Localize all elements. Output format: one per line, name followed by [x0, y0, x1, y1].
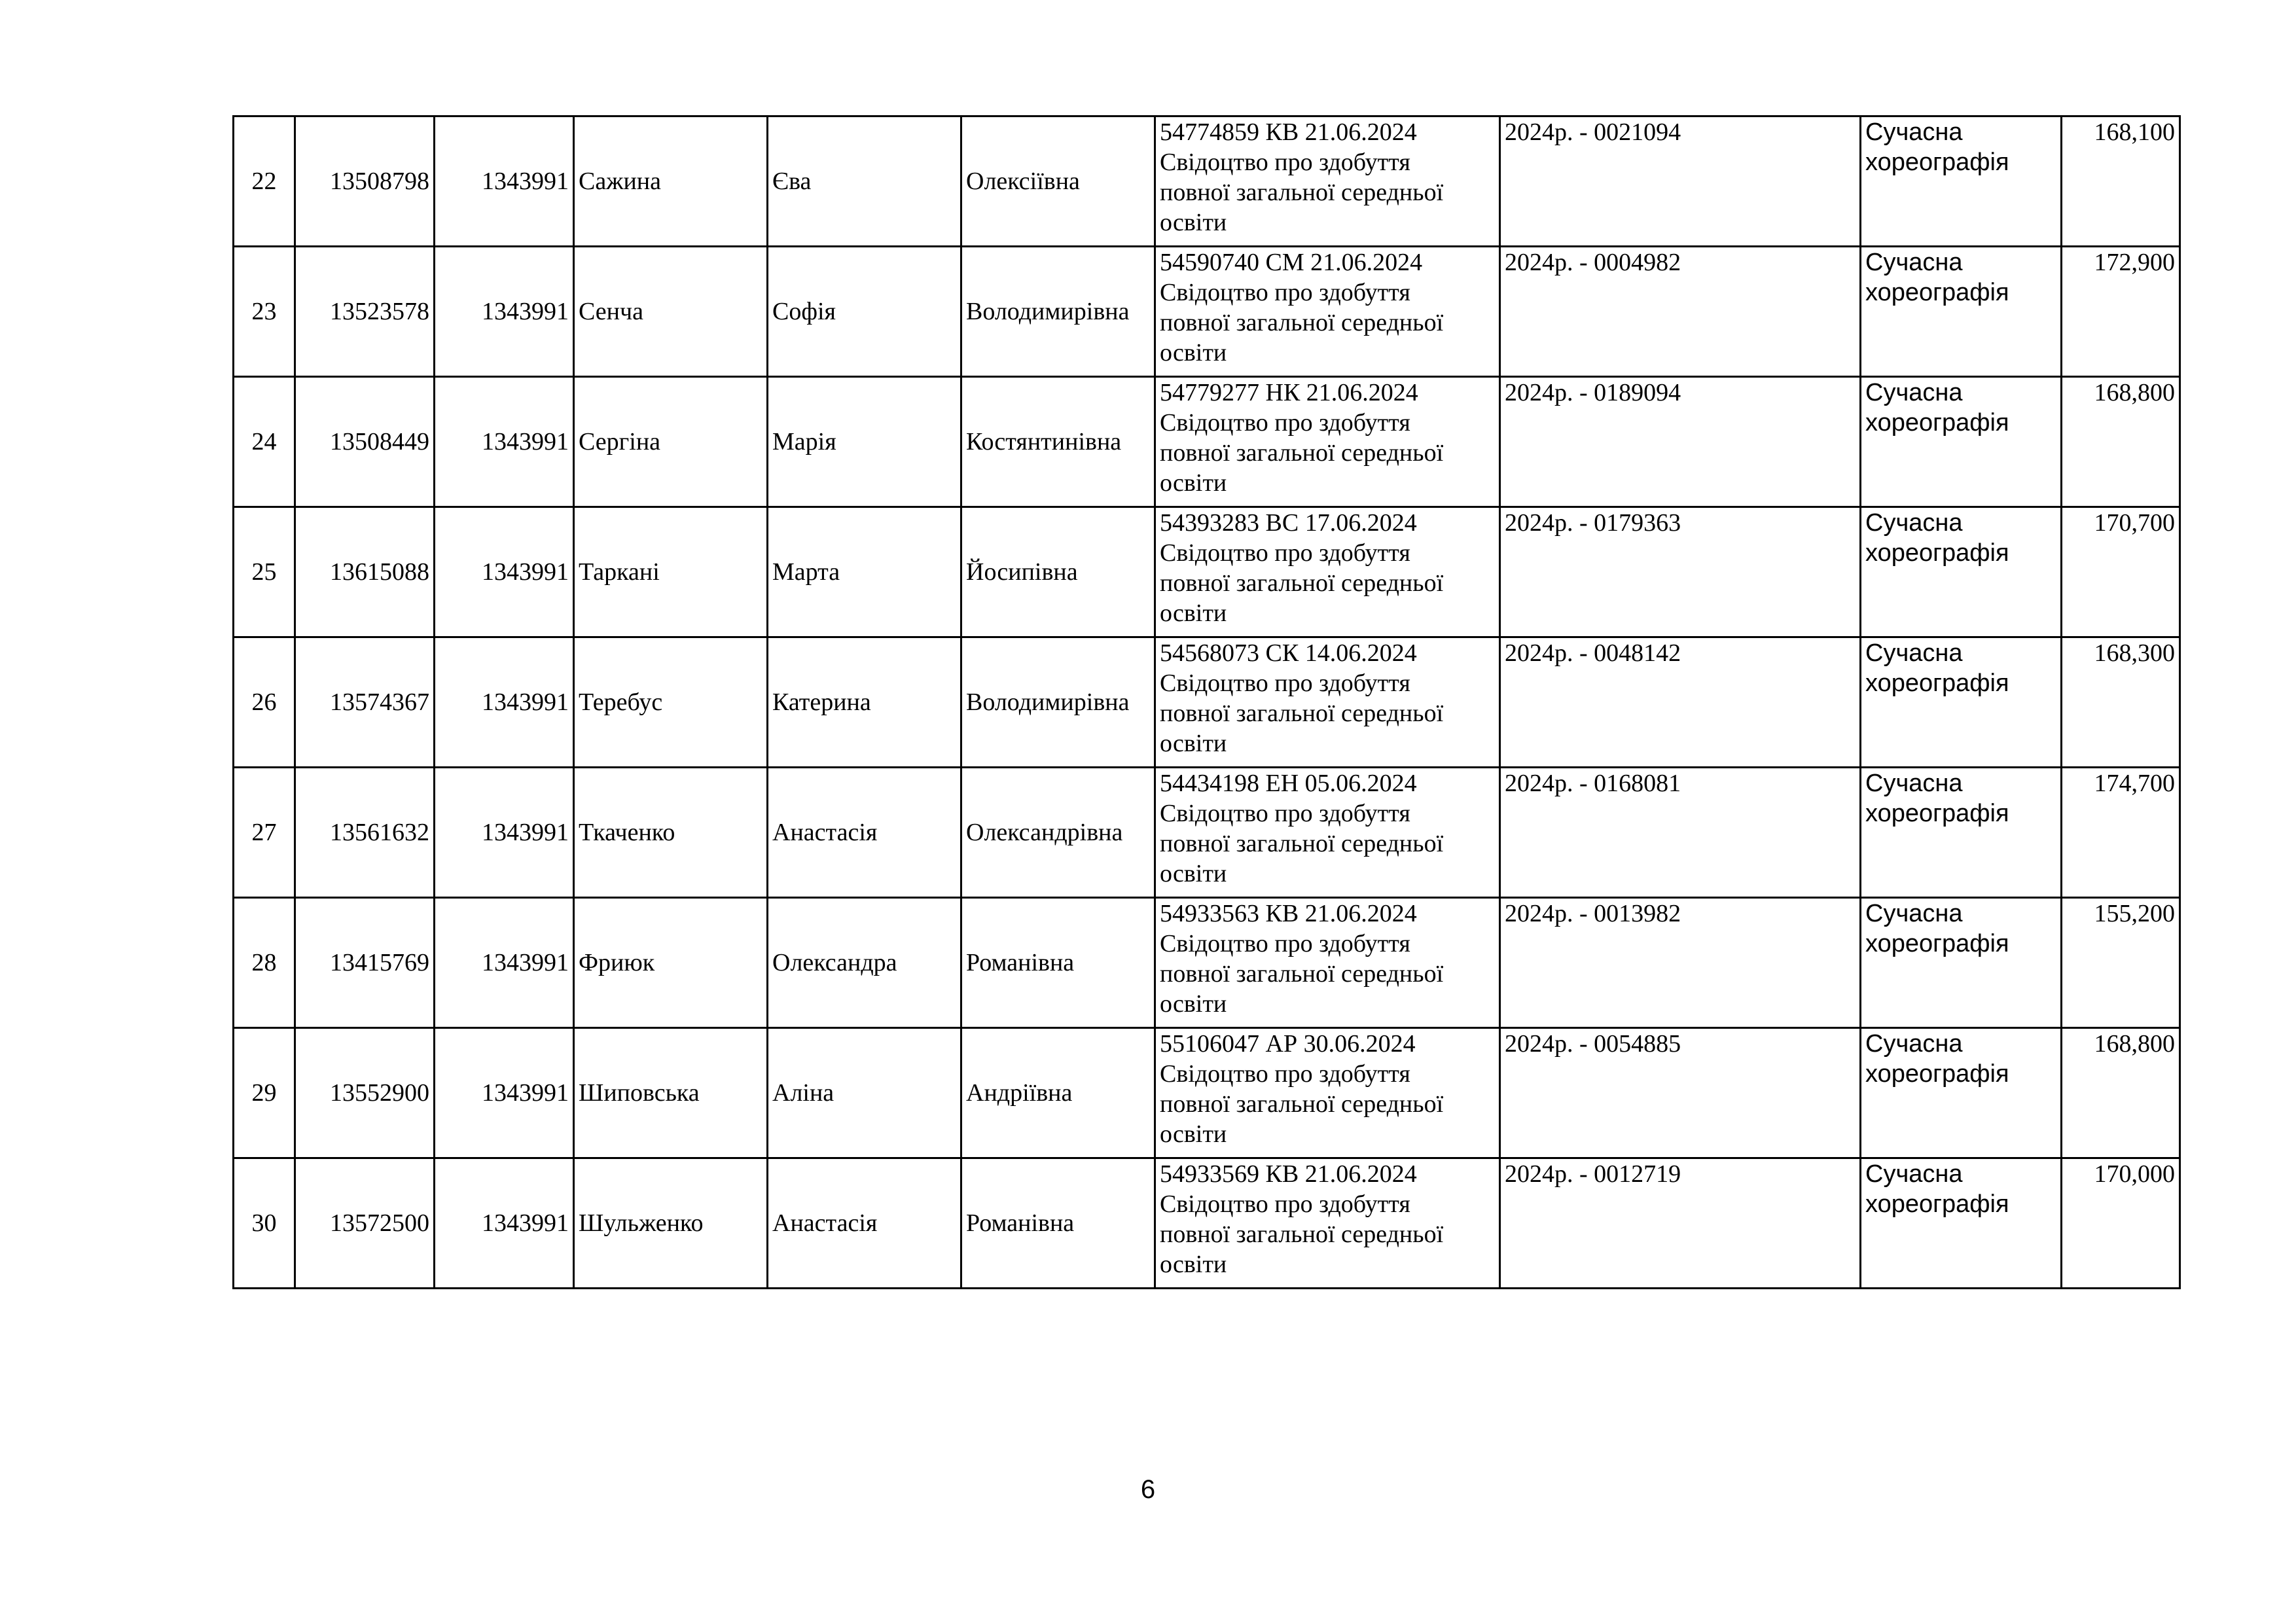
specialty-line: Сучасна	[1865, 639, 1963, 667]
document-type-line: повної загальної середньої	[1160, 179, 1444, 206]
document-type-line: Свідоцтво про здобуття	[1160, 539, 1410, 567]
specialty-line: Сучасна	[1865, 1160, 1963, 1188]
surname-cell: Шиповська	[574, 1028, 768, 1158]
specialty-line: Сучасна	[1865, 509, 1963, 537]
certificate-number-cell: 2024р. - 0048142	[1500, 637, 1861, 768]
score-cell: 168,300	[2062, 637, 2180, 768]
document-type-line: Свідоцтво про здобуття	[1160, 409, 1410, 437]
surname-cell: Шульженко	[574, 1158, 768, 1289]
education-document-cell	[1155, 1158, 1500, 1289]
education-document-cell	[1155, 247, 1500, 377]
patronymic-cell: Олексіївна	[961, 116, 1155, 247]
specialty-cell	[1861, 507, 2062, 637]
table-row	[234, 768, 2180, 898]
score-cell: 168,800	[2062, 377, 2180, 507]
specialty-line: хореографія	[1865, 539, 2009, 567]
application-id-cell: 13552900	[295, 1028, 435, 1158]
document-number: 54434198 ЕН 05.06.2024	[1160, 770, 1417, 797]
patronymic-cell: Романівна	[961, 1158, 1155, 1289]
document-number: 55106047 АР 30.06.2024	[1160, 1030, 1416, 1058]
row-number-cell: 26	[234, 637, 295, 768]
program-code-cell: 1343991	[435, 247, 574, 377]
specialty-cell	[1861, 377, 2062, 507]
surname-cell: Ткаченко	[574, 768, 768, 898]
table-row	[234, 377, 2180, 507]
application-id-cell: 13415769	[295, 898, 435, 1028]
specialty-line: Сучасна	[1865, 770, 1963, 797]
table-row	[234, 116, 2180, 247]
document-number: 54779277 НК 21.06.2024	[1160, 379, 1418, 406]
specialty-cell	[1861, 768, 2062, 898]
surname-cell: Сенча	[574, 247, 768, 377]
document-type-line: освіти	[1160, 1251, 1227, 1278]
table-row	[234, 1028, 2180, 1158]
document-number: 54393283 ВС 17.06.2024	[1160, 509, 1417, 537]
specialty-cell	[1861, 247, 2062, 377]
first-name-cell: Марія	[768, 377, 961, 507]
application-id-cell: 13508449	[295, 377, 435, 507]
certificate-number-cell: 2024р. - 0021094	[1500, 116, 1861, 247]
patronymic-cell: Андріївна	[961, 1028, 1155, 1158]
surname-cell: Таркані	[574, 507, 768, 637]
application-id-cell: 13574367	[295, 637, 435, 768]
first-name-cell: Марта	[768, 507, 961, 637]
specialty-line: Сучасна	[1865, 118, 1963, 146]
document-type-line: Свідоцтво про здобуття	[1160, 930, 1410, 957]
patronymic-cell: Володимирівна	[961, 247, 1155, 377]
table-row	[234, 637, 2180, 768]
first-name-cell: Аліна	[768, 1028, 961, 1158]
surname-cell: Теребус	[574, 637, 768, 768]
specialty-cell	[1861, 116, 2062, 247]
certificate-number-cell: 2024р. - 0013982	[1500, 898, 1861, 1028]
specialty-cell	[1861, 898, 2062, 1028]
specialty-line: хореографія	[1865, 279, 2009, 306]
certificate-number-cell: 2024р. - 0168081	[1500, 768, 1861, 898]
score-cell: 168,100	[2062, 116, 2180, 247]
document-type-line: повної загальної середньої	[1160, 1221, 1444, 1248]
application-id-cell: 13561632	[295, 768, 435, 898]
document-type-line: повної загальної середньої	[1160, 439, 1444, 467]
education-document-cell	[1155, 637, 1500, 768]
document-type-line: повної загальної середньої	[1160, 569, 1444, 597]
document-type-line: Свідоцтво про здобуття	[1160, 800, 1410, 827]
education-document-cell	[1155, 507, 1500, 637]
specialty-line: хореографія	[1865, 1190, 2009, 1218]
specialty-line: хореографія	[1865, 1060, 2009, 1088]
row-number-cell: 29	[234, 1028, 295, 1158]
program-code-cell: 1343991	[435, 637, 574, 768]
document-type-line: освіти	[1160, 1120, 1227, 1148]
document-type-line: Свідоцтво про здобуття	[1160, 669, 1410, 697]
document-type-line: освіти	[1160, 599, 1227, 627]
row-number-cell: 22	[234, 116, 295, 247]
application-id-cell: 13572500	[295, 1158, 435, 1289]
education-document-cell	[1155, 898, 1500, 1028]
specialty-line: Сучасна	[1865, 900, 1963, 927]
specialty-line: Сучасна	[1865, 379, 1963, 406]
first-name-cell: Олександра	[768, 898, 961, 1028]
document-type-line: освіти	[1160, 860, 1227, 887]
certificate-number-cell: 2024р. - 0004982	[1500, 247, 1861, 377]
document-type-line: Свідоцтво про здобуття	[1160, 1190, 1410, 1218]
certificate-number-cell: 2024р. - 0012719	[1500, 1158, 1861, 1289]
patronymic-cell: Йосипівна	[961, 507, 1155, 637]
document-type-line: повної загальної середньої	[1160, 309, 1444, 336]
education-document-cell	[1155, 1028, 1500, 1158]
row-number-cell: 28	[234, 898, 295, 1028]
first-name-cell: Софія	[768, 247, 961, 377]
first-name-cell: Катерина	[768, 637, 961, 768]
table-row	[234, 898, 2180, 1028]
row-number-cell: 27	[234, 768, 295, 898]
document-type-line: повної загальної середньої	[1160, 700, 1444, 727]
document-type-line: освіти	[1160, 339, 1227, 366]
specialty-line: хореографія	[1865, 669, 2009, 697]
specialty-line: Сучасна	[1865, 1030, 1963, 1058]
specialty-line: хореографія	[1865, 149, 2009, 176]
first-name-cell: Анастасія	[768, 1158, 961, 1289]
patronymic-cell: Романівна	[961, 898, 1155, 1028]
row-number-cell: 30	[234, 1158, 295, 1289]
score-cell: 172,900	[2062, 247, 2180, 377]
specialty-line: хореографія	[1865, 800, 2009, 827]
program-code-cell: 1343991	[435, 1028, 574, 1158]
surname-cell: Сажина	[574, 116, 768, 247]
certificate-number-cell: 2024р. - 0189094	[1500, 377, 1861, 507]
certificate-number-cell: 2024р. - 0054885	[1500, 1028, 1861, 1158]
score-cell: 174,700	[2062, 768, 2180, 898]
patronymic-cell: Костянтинівна	[961, 377, 1155, 507]
specialty-line: Сучасна	[1865, 249, 1963, 276]
document-type-line: освіти	[1160, 469, 1227, 497]
score-cell: 155,200	[2062, 898, 2180, 1028]
first-name-cell: Єва	[768, 116, 961, 247]
specialty-cell	[1861, 1158, 2062, 1289]
page-number: 6	[1140, 1475, 1156, 1504]
program-code-cell: 1343991	[435, 116, 574, 247]
document-type-line: освіти	[1160, 209, 1227, 236]
document-type-line: повної загальної середньої	[1160, 830, 1444, 857]
education-document-cell	[1155, 768, 1500, 898]
document-type-line: повної загальної середньої	[1160, 960, 1444, 988]
application-id-cell: 13508798	[295, 116, 435, 247]
row-number-cell: 24	[234, 377, 295, 507]
program-code-cell: 1343991	[435, 898, 574, 1028]
applicants-table	[232, 115, 2181, 1289]
table-row	[234, 507, 2180, 637]
specialty-cell	[1861, 637, 2062, 768]
education-document-cell	[1155, 116, 1500, 247]
table-body	[234, 116, 2180, 1289]
document-number: 54568073 СК 14.06.2024	[1160, 639, 1417, 667]
program-code-cell: 1343991	[435, 377, 574, 507]
program-code-cell: 1343991	[435, 1158, 574, 1289]
specialty-line: хореографія	[1865, 930, 2009, 957]
document-number: 54933563 КВ 21.06.2024	[1160, 900, 1417, 927]
document-number: 54590740 СМ 21.06.2024	[1160, 249, 1423, 276]
document-number: 54933569 КВ 21.06.2024	[1160, 1160, 1417, 1188]
specialty-cell	[1861, 1028, 2062, 1158]
patronymic-cell: Володимирівна	[961, 637, 1155, 768]
document-type-line: Свідоцтво про здобуття	[1160, 1060, 1410, 1088]
document-type-line: Свідоцтво про здобуття	[1160, 149, 1410, 176]
application-id-cell: 13615088	[295, 507, 435, 637]
education-document-cell	[1155, 377, 1500, 507]
program-code-cell: 1343991	[435, 768, 574, 898]
document-type-line: Свідоцтво про здобуття	[1160, 279, 1410, 306]
document-type-line: повної загальної середньої	[1160, 1090, 1444, 1118]
document-type-line: освіти	[1160, 990, 1227, 1018]
application-id-cell: 13523578	[295, 247, 435, 377]
document-number: 54774859 КВ 21.06.2024	[1160, 118, 1417, 146]
first-name-cell: Анастасія	[768, 768, 961, 898]
program-code-cell: 1343991	[435, 507, 574, 637]
table-row	[234, 247, 2180, 377]
row-number-cell: 25	[234, 507, 295, 637]
table-row	[234, 1158, 2180, 1289]
certificate-number-cell: 2024р. - 0179363	[1500, 507, 1861, 637]
surname-cell: Фриюк	[574, 898, 768, 1028]
specialty-line: хореографія	[1865, 409, 2009, 437]
score-cell: 170,000	[2062, 1158, 2180, 1289]
document-type-line: освіти	[1160, 730, 1227, 757]
surname-cell: Сергіна	[574, 377, 768, 507]
score-cell: 168,800	[2062, 1028, 2180, 1158]
row-number-cell: 23	[234, 247, 295, 377]
patronymic-cell: Олександрівна	[961, 768, 1155, 898]
score-cell: 170,700	[2062, 507, 2180, 637]
